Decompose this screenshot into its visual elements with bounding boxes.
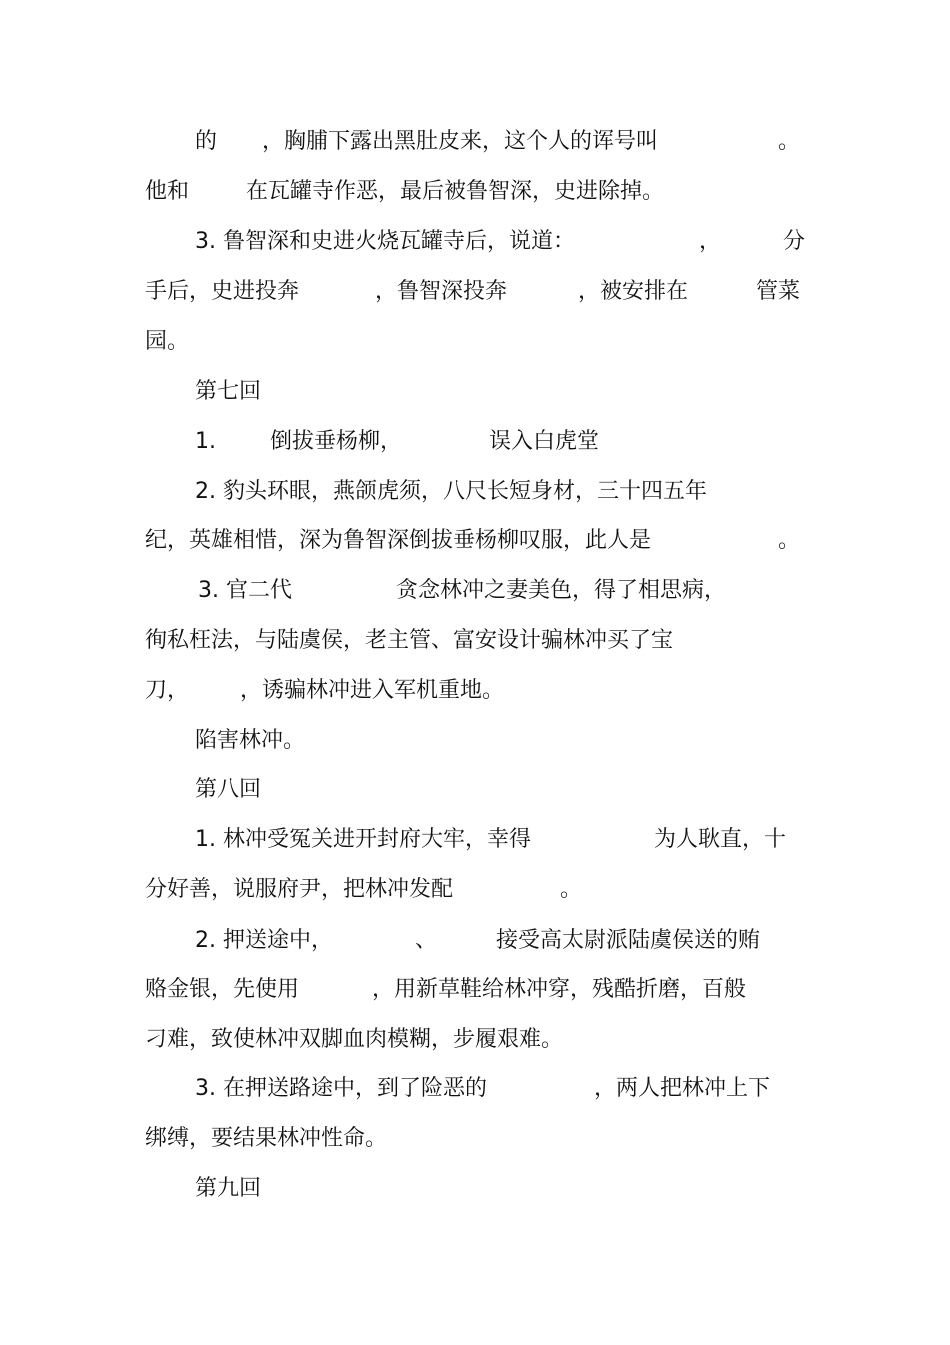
text-segment: ，被安排在 — [578, 279, 689, 304]
text-segment: 纪，英雄相惜，深为鲁智深倒拔垂杨柳叹服，此人是 — [145, 528, 652, 553]
text-segment: 他和 — [145, 179, 190, 204]
text-segment: 2. 押送途中， — [195, 928, 333, 953]
text-segment: ，鲁智深投奔 — [375, 279, 508, 304]
text-segment: ，胸脯下露出黑肚皮来，这个人的诨号叫 — [262, 129, 659, 154]
text-segment: 管菜 — [756, 279, 801, 304]
text-segment: 误入白虎堂 — [489, 429, 600, 454]
text-segment: 园。 — [145, 329, 190, 354]
text-segment: 陷害林冲。 — [195, 728, 306, 753]
text-segment: 接受高太尉派陆虞侯送的贿 — [496, 928, 761, 953]
text-segment: 分 — [783, 229, 806, 254]
text-segment: 徇私枉法，与陆虞侯，老主管、富安设计骗林冲买了宝 — [145, 628, 674, 653]
text-segment: 赂金银，先使用 — [145, 977, 300, 1002]
text-segment: 第八回 — [195, 777, 262, 802]
text-segment: 、 — [415, 928, 438, 953]
text-segment: 绑缚，要结果林冲性命。 — [145, 1126, 388, 1151]
text-segment: 。 — [778, 129, 801, 154]
text-segment: ，诱骗林冲进入军机重地。 — [240, 678, 505, 703]
text-segment: 刁难，致使林冲双脚血肉模糊，步履艰难。 — [145, 1027, 564, 1052]
text-segment: 2. 豹头环眼，燕颌虎须，八尺长短身材，三十四五年 — [195, 479, 707, 504]
text-segment: 3. 官二代 — [198, 578, 292, 603]
text-segment: ，两人把林冲上下 — [594, 1076, 771, 1101]
text-segment: 倒拔垂杨柳， — [270, 429, 403, 454]
text-segment: ， — [699, 229, 722, 254]
text-segment: 在瓦罐寺作恶，最后被鲁智深，史进除掉。 — [246, 179, 665, 204]
text-segment: 手后，史进投奔 — [145, 279, 300, 304]
text-segment: 1. — [195, 429, 216, 454]
text-segment: 。 — [778, 528, 801, 553]
text-segment: 刀， — [145, 678, 190, 703]
text-segment: 3. 鲁智深和史进火烧瓦罐寺后，说道： — [195, 229, 575, 254]
text-segment: ，用新草鞋给林冲穿，残酷折磨，百般 — [372, 977, 747, 1002]
text-segment: 贪念林冲之妻美色，得了相思病， — [396, 578, 727, 603]
text-segment: 第九回 — [195, 1176, 262, 1201]
text-segment: 分好善，说服府尹，把林冲发配 — [145, 877, 454, 902]
text-segment: 1. 林冲受冤关进开封府大牢，幸得 — [195, 827, 531, 852]
text-segment: 的 — [195, 129, 218, 154]
text-segment: 第七回 — [195, 379, 262, 404]
text-segment: 为人耿直，十 — [654, 827, 787, 852]
text-segment: 3. 在押送路途中，到了险恶的 — [195, 1076, 487, 1101]
text-segment: 。 — [560, 877, 583, 902]
